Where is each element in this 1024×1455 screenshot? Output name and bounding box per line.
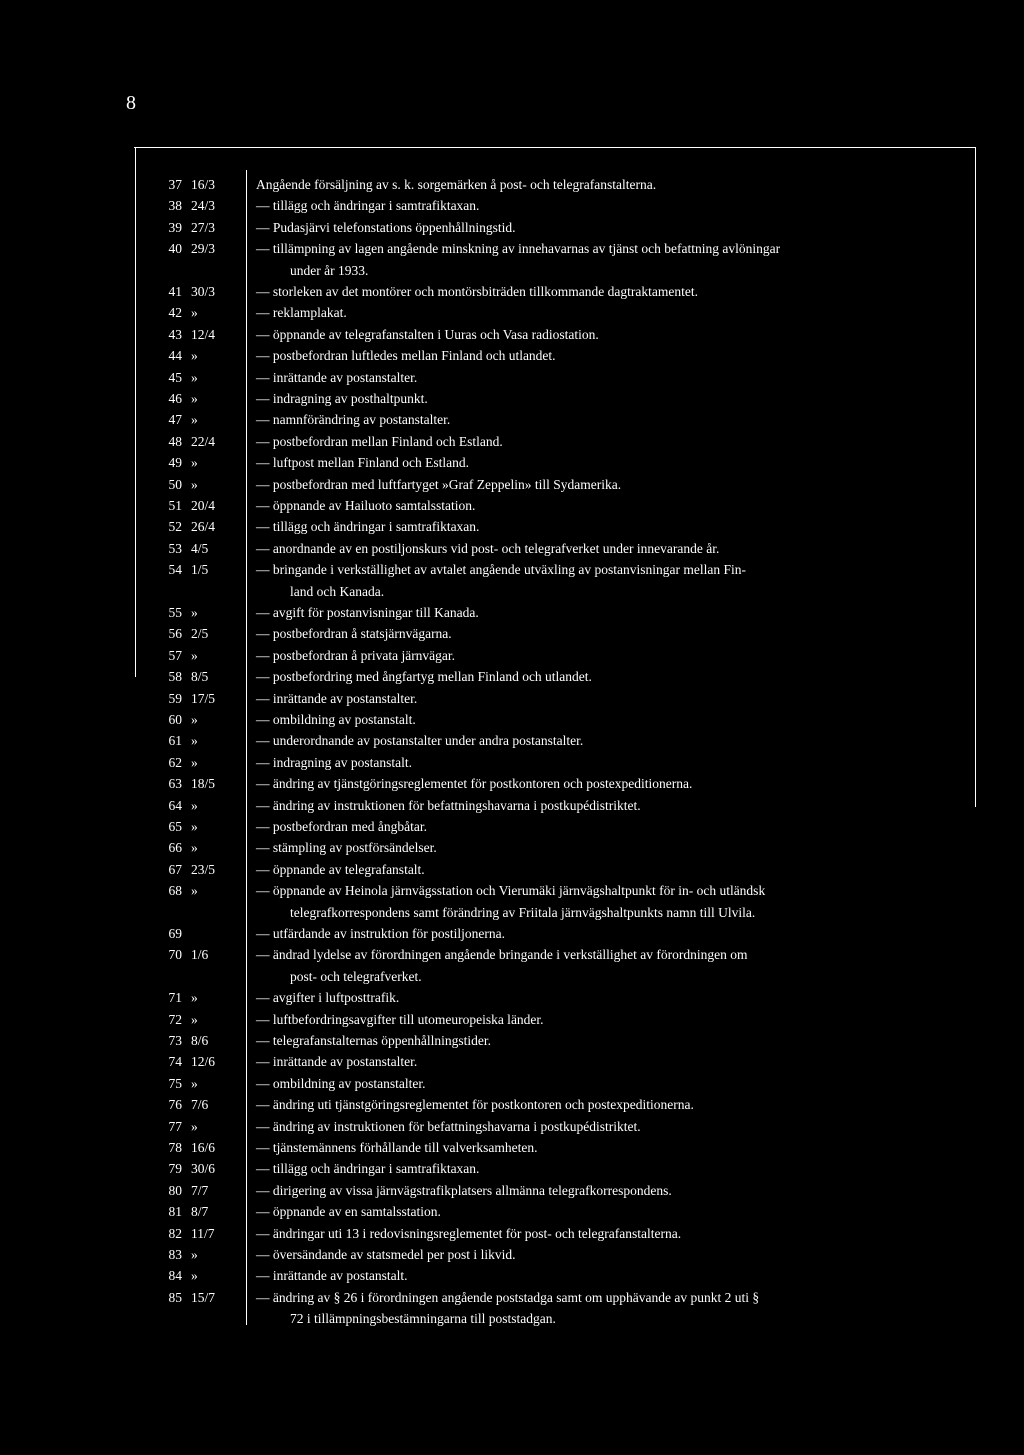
entry-number: 50 bbox=[168, 476, 182, 492]
entry-number: 39 bbox=[168, 219, 182, 235]
entry-number: 81 bbox=[168, 1204, 182, 1220]
entry-text: — ändring av instruktionen för befattningshavarna i postkupédistriktet. bbox=[256, 797, 641, 813]
entry-date: » bbox=[191, 455, 198, 471]
entry-number: 66 bbox=[168, 840, 182, 856]
entry-number: 80 bbox=[168, 1182, 182, 1198]
entry-date: 26/4 bbox=[191, 519, 216, 535]
entry-date: » bbox=[191, 1268, 198, 1284]
entry-text: — översändande av statsmedel per post i likvid. bbox=[256, 1247, 516, 1262]
entry-date: 29/3 bbox=[191, 241, 216, 257]
entry-text: — postbefordran luftledes mellan Finland och utlandet. bbox=[256, 348, 556, 364]
entry-text: — ändringar uti 13 i redovisningsreglementet för post- och telegrafanstalterna. bbox=[256, 1225, 682, 1241]
entry-text: 72 i tillämpningsbestämningarna till poststadgan. bbox=[290, 1311, 556, 1327]
entry-date: » bbox=[191, 369, 198, 385]
entry-date: » bbox=[191, 754, 198, 770]
entry-date: 7/7 bbox=[191, 1182, 209, 1198]
entry-text: — tillägg och ändringar i samtrafiktaxan. bbox=[256, 519, 480, 535]
entry-date: » bbox=[191, 412, 198, 428]
entry-text: — inrättande av postanstalter. bbox=[256, 690, 418, 706]
entry-date: » bbox=[191, 797, 198, 813]
entry-date: 20/4 bbox=[191, 498, 216, 513]
entry-date: 15/7 bbox=[191, 1289, 216, 1305]
entry-text: — luftbefordringsavgifter till utomeuropeiska länder. bbox=[256, 1011, 544, 1027]
entry-number: 82 bbox=[168, 1225, 182, 1241]
entry-date: » bbox=[191, 1075, 198, 1091]
entry-number: 63 bbox=[168, 776, 182, 792]
entry-number: 40 bbox=[168, 241, 182, 257]
entry-text: — avgifter i luftposttrafik. bbox=[256, 990, 400, 1006]
entry-text: — stämpling av postförsändelser. bbox=[256, 840, 437, 856]
entry-date: » bbox=[191, 883, 198, 899]
entry-date: » bbox=[191, 305, 198, 321]
entry-date: » bbox=[191, 733, 198, 749]
entry-number: 59 bbox=[168, 690, 182, 706]
entry-text: — storleken av det montörer och montörsbiträden tillkommande dagtraktamentet. bbox=[256, 284, 698, 299]
entry-text: — öppnande av telegrafanstalten i Uuras och Vasa radiostation. bbox=[256, 326, 599, 342]
entry-text: telegrafkorrespondens samt förändring av Friitala järnvägshaltpunkts namn till Ulvila. bbox=[290, 904, 756, 920]
entry-date: 4/5 bbox=[191, 540, 209, 556]
entry-number: 64 bbox=[168, 797, 182, 813]
entry-number: 71 bbox=[168, 990, 182, 1006]
entry-number: 72 bbox=[168, 1011, 182, 1027]
entry-text: — ombildning av postanstalter. bbox=[256, 1075, 426, 1091]
entry-date: 27/3 bbox=[191, 219, 216, 235]
entry-date: 7/6 bbox=[191, 1097, 209, 1113]
entry-number: 37 bbox=[168, 177, 182, 192]
entry-text: — bringande i verkställighet av avtalet angående utväxling av postanvisningar mellan Fin- bbox=[256, 562, 746, 578]
entry-text: — ändring av § 26 i förordningen angående poststadga samt om upphävande av punkt 2 uti § bbox=[256, 1289, 760, 1305]
entry-date: 17/5 bbox=[191, 690, 216, 706]
entry-date: 30/6 bbox=[191, 1161, 216, 1177]
entry-text: — tillämpning av lagen angående minskning av innehavarnas av tjänst och befattning avlöningar bbox=[256, 241, 781, 257]
entry-text: — indragning av posthaltpunkt. bbox=[256, 391, 428, 406]
entry-text: — postbefordran med luftfartyget »Graf Zeppelin» till Sydamerika. bbox=[256, 476, 622, 492]
entry-text: — dirigering av vissa järnvägstrafikplatsers allmänna telegrafkorrespondens. bbox=[256, 1182, 672, 1198]
entry-text: — telegrafanstalternas öppenhållningstider. bbox=[256, 1033, 492, 1048]
entry-date: » bbox=[191, 1118, 198, 1134]
entry-text: — ombildning av postanstalt. bbox=[256, 712, 416, 727]
entry-number: 83 bbox=[168, 1247, 182, 1262]
entry-date: » bbox=[191, 605, 198, 620]
entry-date: 8/5 bbox=[191, 669, 209, 685]
entry-text: — ändring av instruktionen för befattningshavarna i postkupédistriktet. bbox=[256, 1118, 641, 1134]
entry-number: 56 bbox=[168, 626, 182, 642]
entry-date: 22/4 bbox=[191, 433, 216, 449]
entry-date: » bbox=[191, 1011, 198, 1027]
entry-number: 54 bbox=[168, 562, 182, 578]
entry-number: 79 bbox=[168, 1161, 182, 1177]
entry-number: 38 bbox=[168, 198, 182, 214]
entry-number: 65 bbox=[168, 819, 182, 834]
entry-text: — öppnande av Hailuoto samtalsstation. bbox=[256, 498, 476, 513]
entry-number: 52 bbox=[168, 519, 182, 535]
entry-number: 49 bbox=[168, 455, 182, 471]
entry-text: — postbefordran å privata järnvägar. bbox=[256, 647, 456, 663]
entry-number: 45 bbox=[168, 369, 182, 385]
entry-number: 75 bbox=[168, 1075, 182, 1091]
entry-text: — postbefordring med ångfartyg mellan Finland och utlandet. bbox=[256, 669, 592, 685]
entry-text: — luftpost mellan Finland och Estland. bbox=[256, 455, 469, 471]
entry-number: 57 bbox=[168, 647, 182, 663]
entry-number: 61 bbox=[168, 733, 182, 749]
entry-date: » bbox=[191, 990, 198, 1006]
entry-number: 67 bbox=[168, 861, 182, 877]
entry-text: — öppnande av telegrafanstalt. bbox=[256, 861, 425, 877]
entry-text: — tillägg och ändringar i samtrafiktaxan. bbox=[256, 198, 480, 214]
entry-date: 1/5 bbox=[191, 562, 209, 578]
entry-date: » bbox=[191, 1247, 198, 1262]
entry-text: — öppnande av en samtalsstation. bbox=[256, 1204, 441, 1220]
entry-text: — tjänstemännens förhållande till valverksamheten. bbox=[256, 1140, 538, 1155]
entry-date: » bbox=[191, 348, 198, 364]
entry-number: 70 bbox=[168, 947, 182, 963]
entry-date: » bbox=[191, 647, 198, 663]
entry-number: 48 bbox=[168, 433, 182, 449]
entry-number: 44 bbox=[168, 348, 182, 364]
entry-date: 8/7 bbox=[191, 1204, 209, 1220]
entry-text: — anordnande av en postiljonskurs vid post- och telegrafverket under innevarande år. bbox=[256, 540, 720, 556]
entry-date: 23/5 bbox=[191, 861, 216, 877]
entry-text: — tillägg och ändringar i samtrafiktaxan. bbox=[256, 1161, 480, 1177]
entry-date: » bbox=[191, 391, 198, 406]
entry-text: — ändrad lydelse av förordningen angående bringande i verkställighet av förordningen om bbox=[256, 947, 748, 963]
page-number: 8 bbox=[126, 92, 136, 114]
entry-date: 24/3 bbox=[191, 198, 216, 214]
entry-number: 43 bbox=[168, 326, 182, 342]
entry-text: — namnförändring av postanstalter. bbox=[256, 412, 451, 428]
entry-number: 55 bbox=[168, 605, 182, 620]
entry-number: 42 bbox=[168, 305, 182, 321]
entry-date: 2/5 bbox=[191, 626, 209, 642]
entry-text: land och Kanada. bbox=[290, 583, 385, 599]
entry-date: 18/5 bbox=[191, 776, 216, 792]
entry-date: 1/6 bbox=[191, 947, 209, 963]
entry-text: — reklamplakat. bbox=[256, 305, 347, 321]
entry-date: 12/6 bbox=[191, 1054, 216, 1070]
entry-number: 47 bbox=[168, 412, 182, 428]
entry-date: 12/4 bbox=[191, 326, 216, 342]
entry-number: 51 bbox=[168, 498, 182, 513]
entry-date: » bbox=[191, 476, 198, 492]
entry-text: — ändring av tjänstgöringsreglementet för postkontoren och postexpeditionerna. bbox=[256, 776, 693, 792]
entry-number: 41 bbox=[168, 284, 182, 299]
entry-number: 78 bbox=[168, 1140, 182, 1155]
entry-text: — ändring uti tjänstgöringsreglementet för postkontoren och postexpeditionerna. bbox=[256, 1097, 694, 1113]
entry-text: — postbefordran å statsjärnvägarna. bbox=[256, 626, 452, 642]
entry-text: — Pudasjärvi telefonstations öppenhållningstid. bbox=[256, 219, 516, 235]
entry-text: — öppnande av Heinola järnvägsstation och Vierumäki järnvägshaltpunkt för in- och utländsk bbox=[256, 883, 766, 899]
entry-number: 69 bbox=[168, 926, 182, 941]
entry-text: — utfärdande av instruktion för postiljonerna. bbox=[256, 926, 505, 941]
entry-number: 62 bbox=[168, 754, 182, 770]
entry-date: 8/6 bbox=[191, 1033, 209, 1048]
entry-text: — underordnande av postanstalter under andra postanstalter. bbox=[256, 733, 584, 749]
entry-number: 46 bbox=[168, 391, 182, 406]
entry-number: 73 bbox=[168, 1033, 182, 1048]
entry-number: 74 bbox=[168, 1054, 182, 1070]
entry-number: 76 bbox=[168, 1097, 182, 1113]
entry-date: 11/7 bbox=[191, 1225, 215, 1241]
entry-number: 77 bbox=[168, 1118, 182, 1134]
entry-text: — postbefordran med ångbåtar. bbox=[256, 819, 427, 834]
entry-text: Angående försäljning av s. k. sorgemärken å post- och telegrafanstalterna. bbox=[256, 177, 657, 192]
entry-text: under år 1933. bbox=[290, 262, 369, 278]
entry-number: 53 bbox=[168, 540, 182, 556]
entry-text: — postbefordran mellan Finland och Estland. bbox=[256, 433, 503, 449]
entry-text: — inrättande av postanstalt. bbox=[256, 1268, 408, 1284]
entry-number: 84 bbox=[168, 1268, 182, 1284]
entry-date: » bbox=[191, 840, 198, 856]
entry-text: — inrättande av postanstalter. bbox=[256, 369, 418, 385]
entry-text: — indragning av postanstalt. bbox=[256, 754, 412, 770]
entry-date: » bbox=[191, 819, 198, 834]
entry-number: 68 bbox=[168, 883, 182, 899]
entry-number: 85 bbox=[168, 1289, 182, 1305]
entry-date: » bbox=[191, 712, 198, 727]
entry-number: 58 bbox=[168, 669, 182, 685]
entry-text: — inrättande av postanstalter. bbox=[256, 1054, 418, 1070]
entry-date: 16/3 bbox=[191, 177, 216, 192]
entry-number: 60 bbox=[168, 712, 182, 727]
entry-date: 30/3 bbox=[191, 284, 216, 299]
entry-text: — avgift för postanvisningar till Kanada. bbox=[256, 605, 479, 620]
entry-text: post- och telegrafverket. bbox=[290, 968, 422, 984]
entry-date: 16/6 bbox=[191, 1140, 216, 1155]
